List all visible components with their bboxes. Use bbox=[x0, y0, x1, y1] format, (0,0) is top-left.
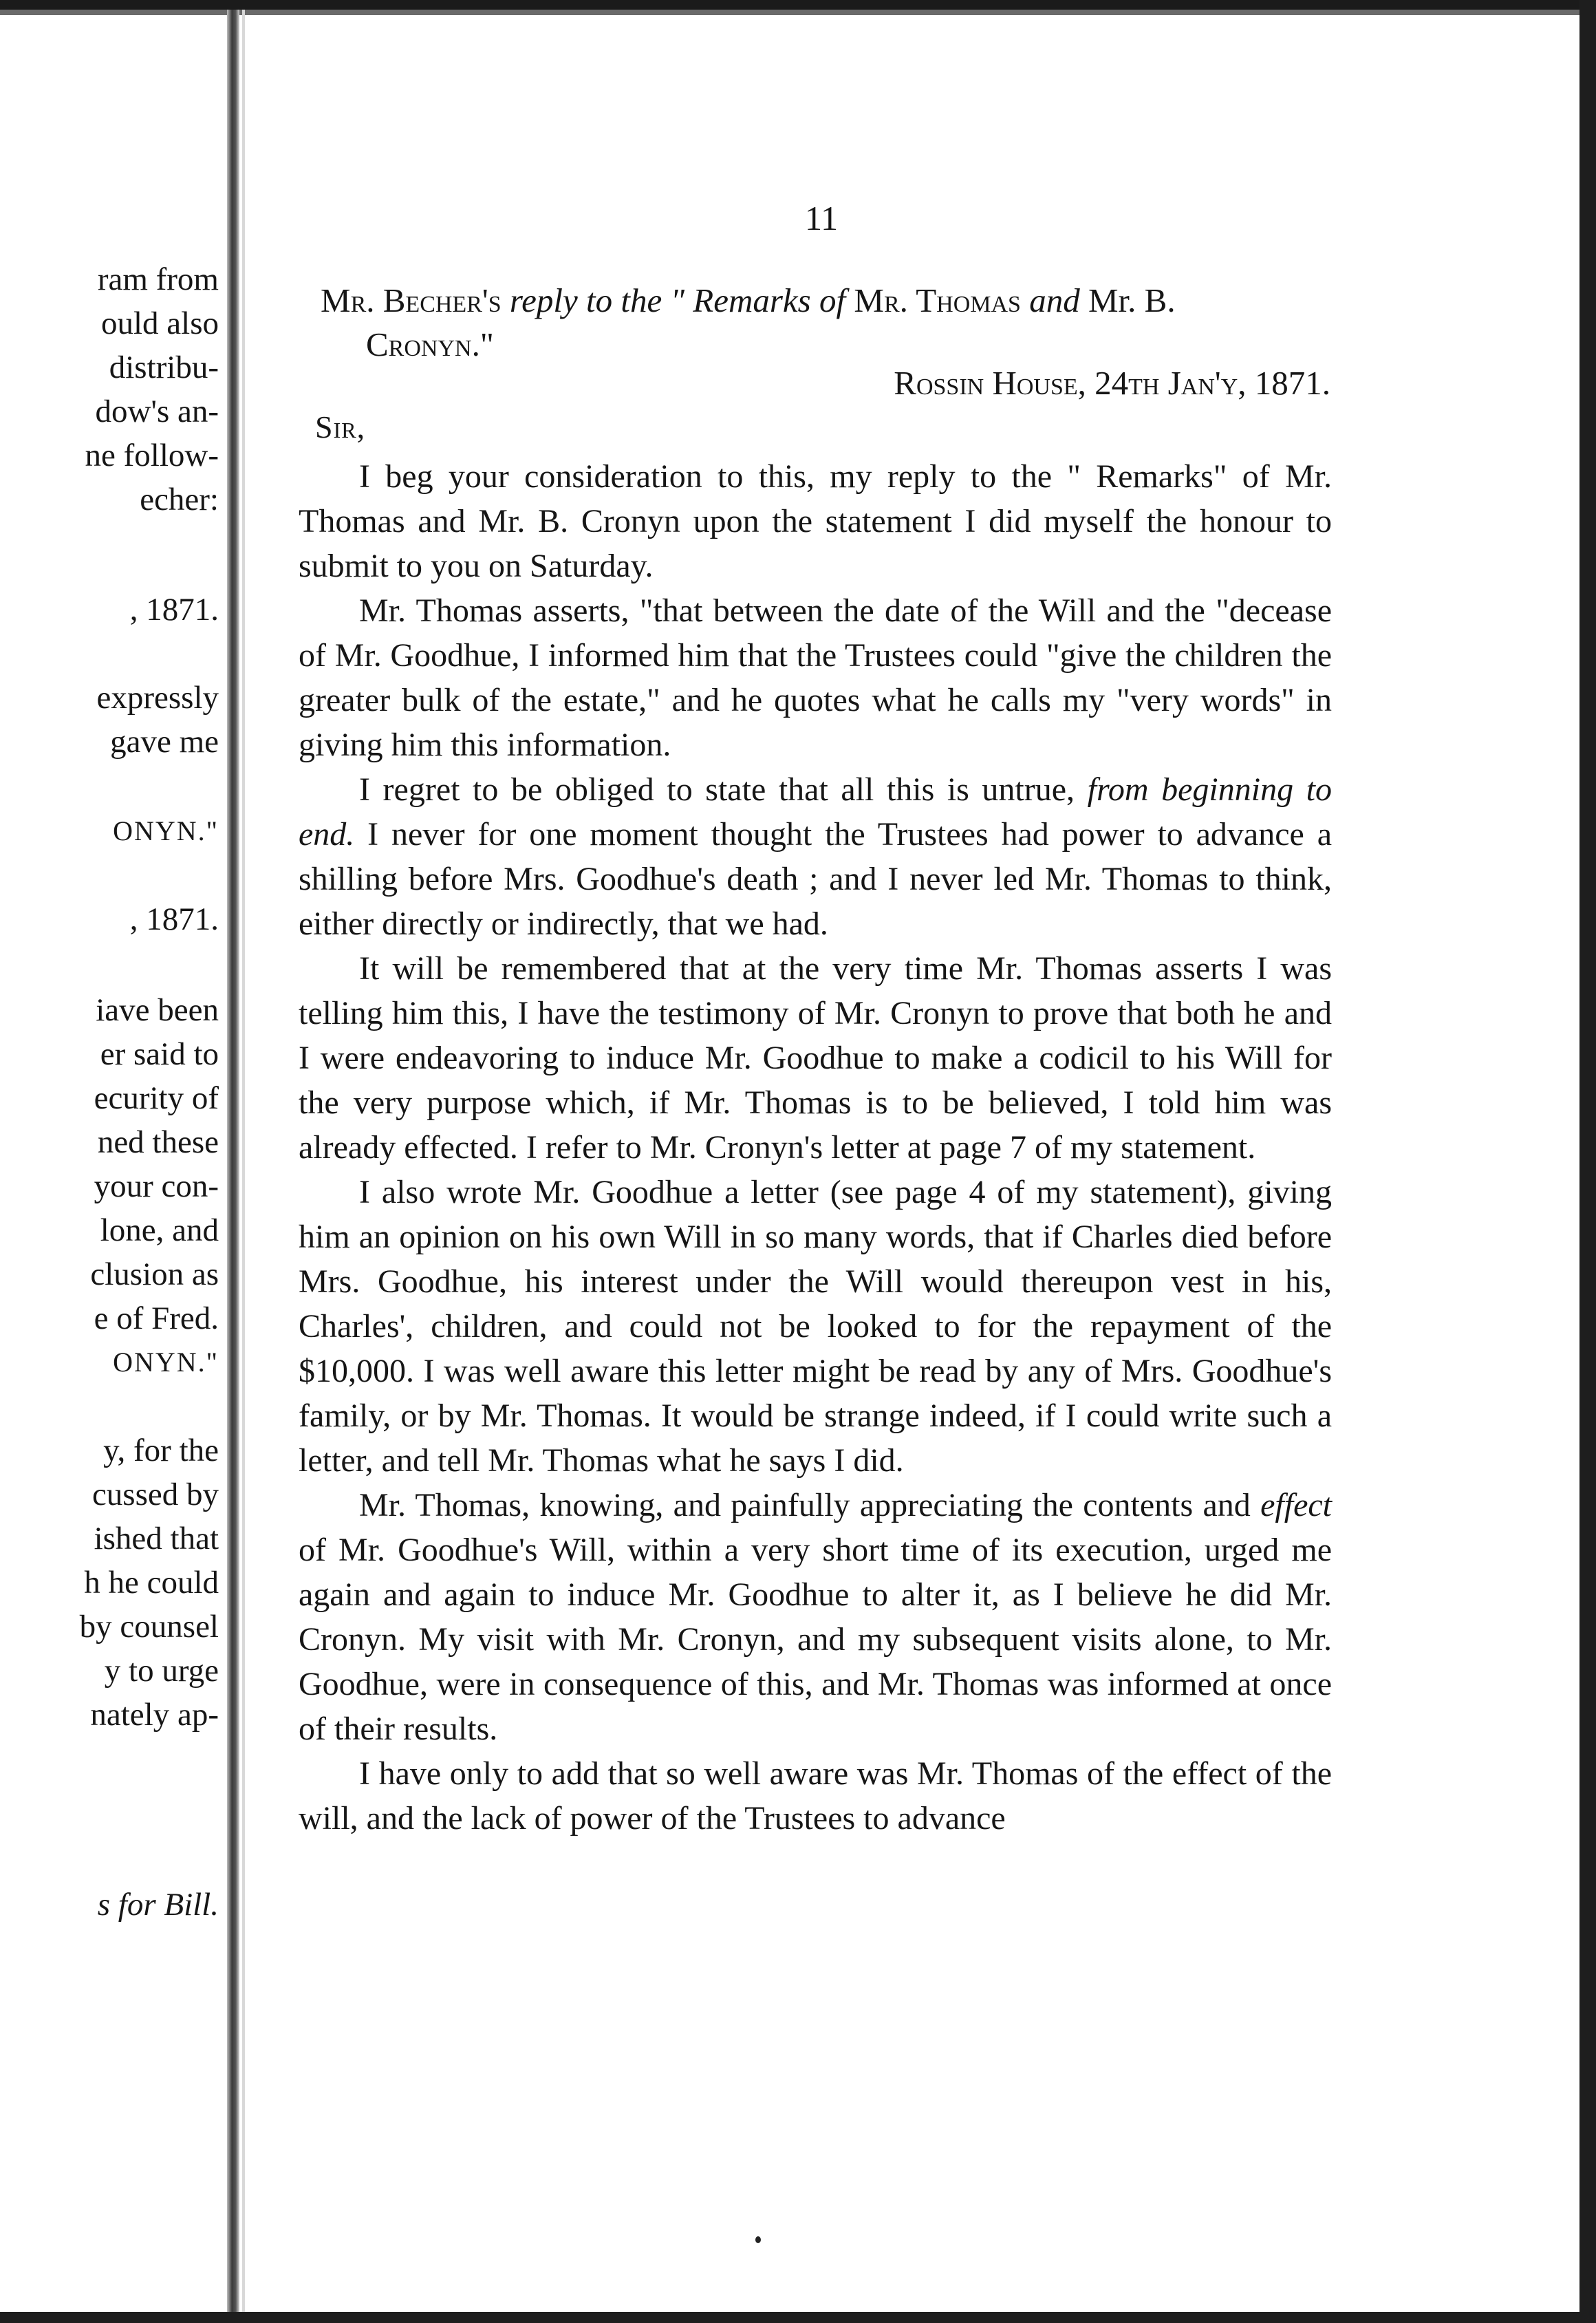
paragraph-2: Mr. Thomas asserts, "that between the date of the Will and the "decease of Mr. Goodhue, I informed him that the Trustees could "give the children the greater bulk of the estate," and he quotes what he calls my "very words" in giving him this information. bbox=[299, 592, 1332, 763]
paragraph-3-italic: from beginning to end. bbox=[299, 771, 1332, 853]
left-page-line: ne follow- bbox=[85, 438, 219, 473]
left-page-line: distribu- bbox=[109, 350, 219, 385]
paragraph-6-before: Mr. Thomas, knowing, and painfully appreciating the contents and bbox=[359, 1487, 1251, 1523]
paragraph-3-before: I regret to be obliged to state that all this is untrue, bbox=[359, 771, 1075, 808]
left-page-line: gave me bbox=[110, 724, 219, 760]
paragraph-1: I beg your consideration to this, my reply to the " Remarks" of Mr. Thomas and Mr. B. Cronyn upon the statement I did myself the honour to submit to you on Saturday. bbox=[299, 458, 1332, 584]
left-page-line: ecurity of bbox=[94, 1080, 219, 1116]
scan-bottom-border bbox=[0, 2312, 1596, 2323]
left-page-line: by counsel bbox=[79, 1609, 219, 1645]
left-page-line: e of Fred. bbox=[94, 1300, 219, 1336]
left-page-line: expressly bbox=[96, 680, 219, 716]
paragraph-6-after: of Mr. Goodhue's Will, within a very short time of its execution, urged me again and again to induce Mr. Goodhue to alter it, as I believe he did Mr. Cronyn. My visit with Mr. Cronyn, and my subsequent visits alone, to Mr. Goodhue, were in consequence of this, and Mr. Thomas was informed at once of their results. bbox=[299, 1532, 1332, 1747]
left-page-line: h he could bbox=[84, 1565, 219, 1601]
left-page-line: y to urge bbox=[104, 1653, 219, 1689]
left-page-line: echer: bbox=[140, 482, 219, 517]
left-page-line: ONYN." bbox=[113, 815, 219, 846]
left-page-line: , 1871. bbox=[129, 901, 219, 937]
paragraph-6-italic: effect bbox=[1260, 1487, 1333, 1523]
paragraph-6 bbox=[299, 1483, 1332, 1751]
letter-body bbox=[299, 454, 1332, 1841]
page-number: 11 bbox=[805, 199, 839, 237]
paragraph-3 bbox=[299, 767, 1332, 946]
ink-speck bbox=[755, 2236, 761, 2243]
left-page-line: ONYN." bbox=[113, 1347, 219, 1378]
left-page-line: dow's an- bbox=[95, 394, 219, 429]
paragraph-4: It will be remembered that at the very time Mr. Thomas asserts I was telling him this, I have the testimony of Mr. Cronyn to prove that both he and I were endeavoring to induce Mr. Goodhue to make a codicil to his Will for the very purpose which, if Mr. Thomas is to be believed, I told him was already effected. I refer to Mr. Cronyn's letter at page 7 of my statement. bbox=[299, 950, 1332, 1166]
heading-and: and bbox=[1029, 281, 1080, 319]
left-page-line: , 1871. bbox=[129, 592, 219, 628]
scan-top-shadow bbox=[0, 10, 1596, 15]
left-page-line: cussed by bbox=[91, 1477, 219, 1512]
left-page-fragment bbox=[0, 0, 224, 2323]
left-page-line: lone, and bbox=[100, 1212, 219, 1248]
left-page-line: ned these bbox=[97, 1124, 219, 1160]
left-page-line: y, for the bbox=[103, 1433, 219, 1468]
left-page-line: ished that bbox=[94, 1521, 219, 1556]
scan-right-border bbox=[1579, 0, 1596, 2323]
left-page-line: er said to bbox=[100, 1036, 219, 1072]
heading-thomas: Mr. Thomas bbox=[854, 281, 1021, 319]
heading-of: of bbox=[819, 281, 846, 319]
paragraph-5: I also wrote Mr. Goodhue a letter (see page 4 of my statement), giving him an opinion on his own Will in so many words, that if Charles died before Mrs. Goodhue, his interest under the Will would thereupon vest in his, Charles', children, and could not be looked to for the repayment of the $10,000. I was well aware this letter might be read by any of Mrs. Goodhue's family, or by Mr. Thomas. It would be strange indeed, if I could write such a letter, and tell Mr. Thomas what he says I did. bbox=[299, 1174, 1332, 1479]
left-page-line: iave been bbox=[96, 992, 219, 1028]
heading-remarks: " Remarks bbox=[670, 281, 811, 319]
book-spine bbox=[227, 10, 239, 2312]
heading-reply-to: reply to the bbox=[509, 281, 662, 319]
book-spine-edge bbox=[242, 10, 245, 2312]
left-page-line: nately ap- bbox=[90, 1697, 219, 1733]
left-page-line: ould also bbox=[100, 306, 219, 341]
left-page-line: your con- bbox=[94, 1168, 219, 1204]
salutation: Sir, bbox=[315, 409, 366, 445]
paragraph-3-after: I never for one moment thought the Trustees had power to advance a shilling before Mrs. Goodhue's death ; and I never led Mr. Thomas to think, either directly or indirectly, that we had. bbox=[299, 816, 1333, 942]
heading-author: Mr. Becher's bbox=[321, 281, 502, 319]
left-page-line: ram from bbox=[97, 261, 219, 297]
dateline: Rossin House, 24th Jan'y, 1871. bbox=[894, 364, 1330, 402]
scan-top-border bbox=[0, 0, 1596, 10]
heading-cronyn: Cronyn." bbox=[366, 325, 494, 363]
letter-heading bbox=[321, 279, 1332, 367]
left-page-line: clusion as bbox=[90, 1256, 219, 1292]
paragraph-7: I have only to add that so well aware was Mr. Thomas of the effect of the will, and the lack of power of the Trustees to advance bbox=[299, 1755, 1332, 1837]
heading-mr-b: Mr. B. bbox=[1088, 281, 1176, 319]
left-page-line: s for Bill. bbox=[97, 1887, 219, 1923]
